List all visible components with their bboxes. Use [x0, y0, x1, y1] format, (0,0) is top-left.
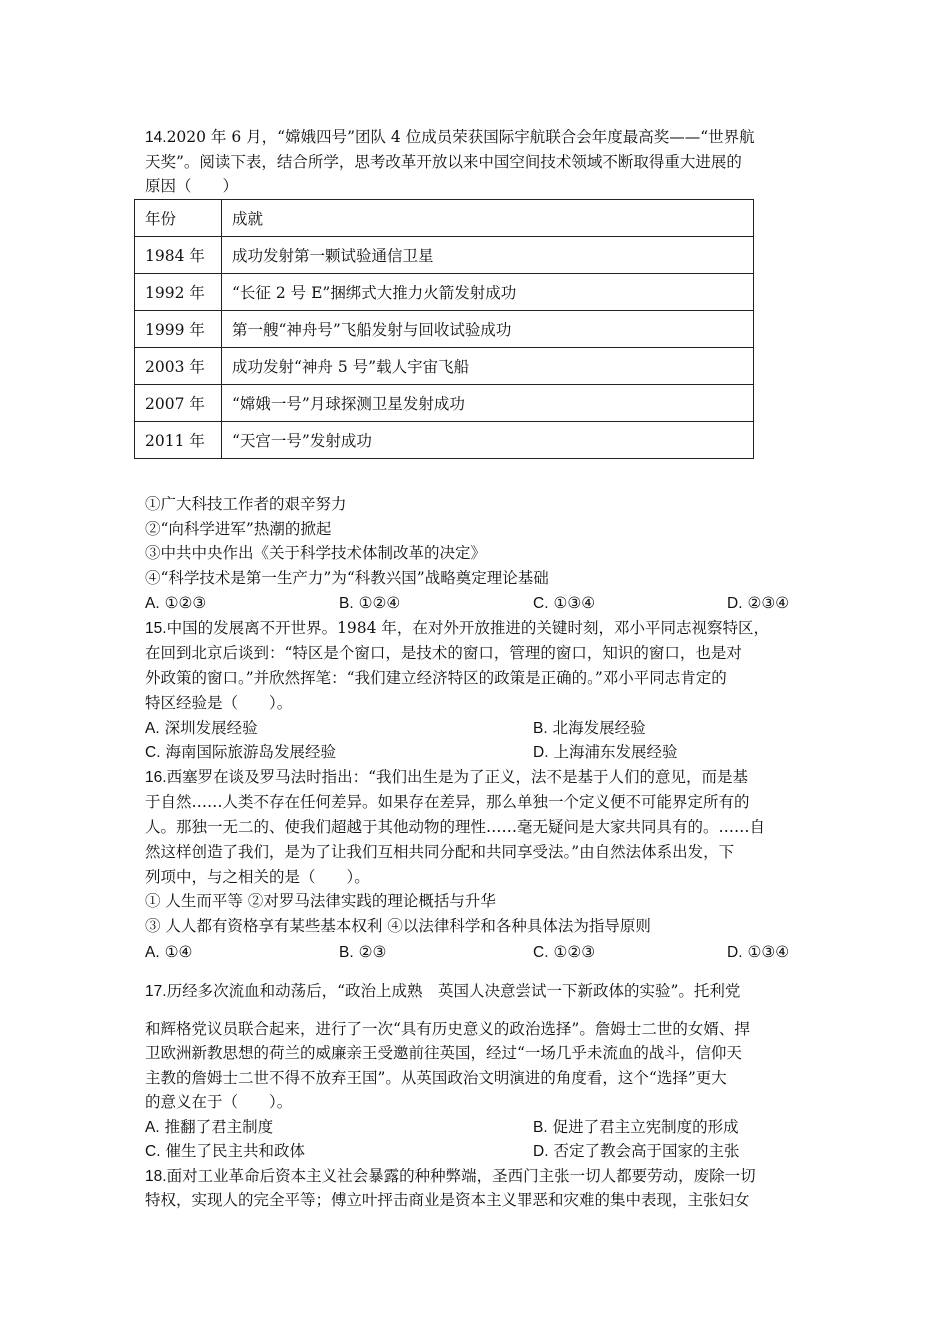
q14-option-a: A. ①②③: [145, 594, 207, 612]
q16-line-3: 人。那独一无二的、使我们超越于其他动物的理性……毫无疑问是大家共同具有的。……自: [145, 818, 766, 836]
q17-line-1: 17.历经多次流血和动荡后，“政治上成熟 英国人决意尝试一下新政体的实验”。托利党: [145, 982, 741, 1000]
table-row: [135, 422, 754, 459]
table-row: [135, 348, 754, 385]
q16-item-2: ③ 人人都有资格享有某些基本权利 ④以法律科学和各种具体法为指导原则: [145, 917, 651, 935]
table-cell-year: 2011 年: [135, 422, 222, 459]
q17-option-b: B. 促进了君主立宪制度的形成: [533, 1118, 739, 1136]
q18-line-1: 18.面对工业革命后资本主义社会暴露的种种弊端，圣西门主张一切人都要劳动，废除一切: [145, 1167, 756, 1185]
q14-item-2: ②“向科学进军”热潮的掀起: [145, 520, 332, 538]
q16-option-d: D. ①③④: [727, 943, 790, 961]
q16-line-2: 于自然……人类不存在任何差异。如果存在差异，那么单独一个定义便不可能界定所有的: [145, 793, 750, 811]
q17-option-a: A. 推翻了君主制度: [145, 1118, 274, 1136]
table-cell-achievement: “长征 2 号 E”捆绑式大推力火箭发射成功: [222, 274, 754, 311]
q17-option-d: D. 否定了教会高于国家的主张: [533, 1142, 740, 1160]
table-header-year: 年份: [135, 200, 222, 237]
table-cell-year: 1992 年: [135, 274, 222, 311]
q14-option-d: D. ②③④: [727, 594, 790, 612]
q15-option-a: A. 深圳发展经验: [145, 719, 258, 737]
achievement-table: [134, 199, 754, 459]
q17-line-4: 主教的詹姆士二世不得不放弃王国”。从英国政治文明演进的角度看，这个“选择”更大: [145, 1069, 727, 1087]
table-cell-achievement: 成功发射“神舟 5 号”载人宇宙飞船: [222, 348, 754, 385]
q15-option-b: B. 北海发展经验: [533, 719, 646, 737]
q14-item-4: ④“科学技术是第一生产力”为“科教兴国”战略奠定理论基础: [145, 569, 549, 587]
table-cell-achievement: 成功发射第一颗试验通信卫星: [222, 237, 754, 274]
table-header-row: [135, 200, 754, 237]
table-row: [135, 311, 754, 348]
table-cell-achievement: “天宫一号”发射成功: [222, 422, 754, 459]
q16-line-1: 16.西塞罗在谈及罗马法时指出：“我们出生是为了正义，法不是基于人们的意见，而是基: [145, 768, 748, 786]
table-cell-year: 1984 年: [135, 237, 222, 274]
q16-item-1: ① 人生而平等 ②对罗马法律实践的理论概括与升华: [145, 892, 496, 910]
table-cell-year: 2003 年: [135, 348, 222, 385]
table-row: [135, 237, 754, 274]
q15-option-d: D. 上海浦东发展经验: [533, 743, 678, 761]
table-cell-achievement: “嫦娥一号”月球探测卫星发射成功: [222, 385, 754, 422]
q17-line-5: 的意义在于（ ）。: [145, 1093, 293, 1111]
q15-line-2: 在回到北京后谈到：“特区是个窗口，是技术的窗口，管理的窗口，知识的窗口，也是对: [145, 644, 742, 662]
q15-line-4: 特区经验是（ ）。: [145, 694, 293, 712]
q14-number: 14.: [145, 129, 167, 146]
q17-number: 17.: [145, 983, 167, 1000]
q16-line-5: 列项中，与之相关的是（ ）。: [145, 868, 370, 886]
q14-item-1: ①广大科技工作者的艰辛努力: [145, 495, 347, 513]
q14-line-1: 14.2020 年 6 月，“嫦娥四号”团队 4 位成员荣获国际宇航联合会年度最高奖——“世界航: [145, 128, 755, 146]
q18-line-2: 特权，实现人的完全平等；傅立叶抨击商业是资本主义罪恶和灾难的集中表现，主张妇女: [145, 1191, 750, 1209]
q15-number: 15.: [145, 620, 167, 637]
q16-option-c: C. ①②③: [533, 943, 596, 961]
q16-line-4: 然这样创造了我们，是为了让我们互相共同分配和共同享受法。”由自然法体系出发，下: [145, 843, 735, 861]
q17-line-2: 和辉格党议员联合起来，进行了一次“具有历史意义的政治选择”。詹姆士二世的女婿、捍: [145, 1020, 750, 1038]
q15-line-3: 外政策的窗口。”并欣然挥笔：“我们建立经济特区的政策是正确的。”邓小平同志肯定的: [145, 669, 727, 687]
q18-number: 18.: [145, 1168, 167, 1185]
q15-option-c: C. 海南国际旅游岛发展经验: [145, 743, 336, 761]
q16-option-a: A. ①④: [145, 943, 193, 961]
q16-option-b: B. ②③: [339, 943, 387, 961]
table-row: [135, 274, 754, 311]
q14-option-c: C. ①③④: [533, 594, 596, 612]
q14-line-2: 天奖”。阅读下表，结合所学，思考改革开放以来中国空间技术领域不断取得重大进展的: [145, 153, 742, 171]
q14-option-b: B. ①②④: [339, 594, 401, 612]
q14-line-3: 原因（ ）: [145, 177, 239, 195]
q17-option-c: C. 催生了民主共和政体: [145, 1142, 305, 1160]
q17-line-3: 卫欧洲新教思想的荷兰的威廉亲王受邀前往英国，经过“一场几乎未流血的战斗，信仰天: [145, 1044, 742, 1062]
table-row: [135, 385, 754, 422]
table-cell-year: 1999 年: [135, 311, 222, 348]
table-cell-achievement: 第一艘“神舟号”飞船发射与回收试验成功: [222, 311, 754, 348]
table-cell-year: 2007 年: [135, 385, 222, 422]
table-header-achievement: 成就: [222, 200, 754, 237]
q15-line-1: 15.中国的发展离不开世界。1984 年，在对外开放推进的关键时刻，邓小平同志视察特区，: [145, 619, 769, 637]
q16-number: 16.: [145, 769, 167, 786]
q14-item-3: ③中共中央作出《关于科学技术体制改革的决定》: [145, 544, 487, 562]
